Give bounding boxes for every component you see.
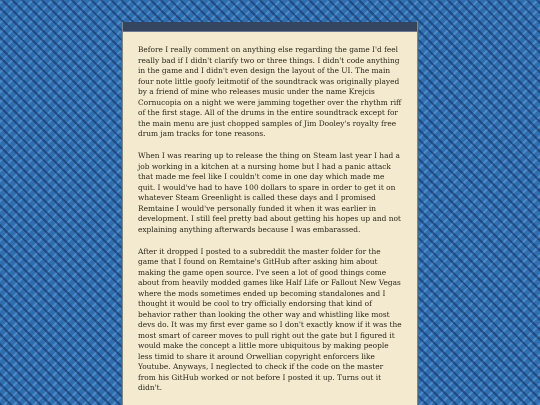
post-paragraph-2: When I was rearing up to release the thing on Steam last year I had a job working in a kitchen at a nursing home but I had a panic attack that made me feel like I couldn't come in one day which made me quit. I would've had to have 100 dollars to spare in order to get it on whatever Steam Greenlight is called these days and I promised Remtaine I would've personally funded it when it was earlier in development. I still feel pretty bad about getting his hopes up and not explaining anything afterwards because I was embarassed. xyxy=(138,151,401,234)
post-paragraph-3: After it dropped I posted to a subreddit the master folder for the game that I found on Remtaine's GitHub after asking him about making the game open source. I've seen a lot of good things come about from heavily modded games like Half Life or Fallout New Vegas where the mods sometimes ended up becoming standalones and I thought it would be cool to try officially endorsing that kind of behavior rather than looking the other way and whistling like most devs do. It was my first ever game so I don't exactly know if it was the most smart of career moves to pull right out the gate but I figured it would make the concept a little more ubiquitous by making people less timid to share it around Orwellian copyright enforcers like Youtube. Anyways, I neglected to check if the code on the master from his GitHub worked or not before I posted it up. Turns out it didn't. xyxy=(138,246,402,392)
post-paragraph-1: Before I really comment on anything else regarding the game I'd feel really bad if I didn't clarify two or three things. I didn't code anything in the game and I didn't even design the layout of the UI. The main four note little goofy leitmotif of the soundtrack was originally played by a friend of mine who releases music under the name Krejcis Cornucopia on a night we were jamming together over the rhythm riff of the first stage. All of the drums in the entire soundtrack except for the main menu are just chopped samples of Jim Dooley's royalty free drum jam tracks for tone reasons. xyxy=(138,45,402,138)
panel-header-bar xyxy=(123,22,417,32)
content-panel xyxy=(122,22,418,405)
post-body xyxy=(123,32,417,394)
